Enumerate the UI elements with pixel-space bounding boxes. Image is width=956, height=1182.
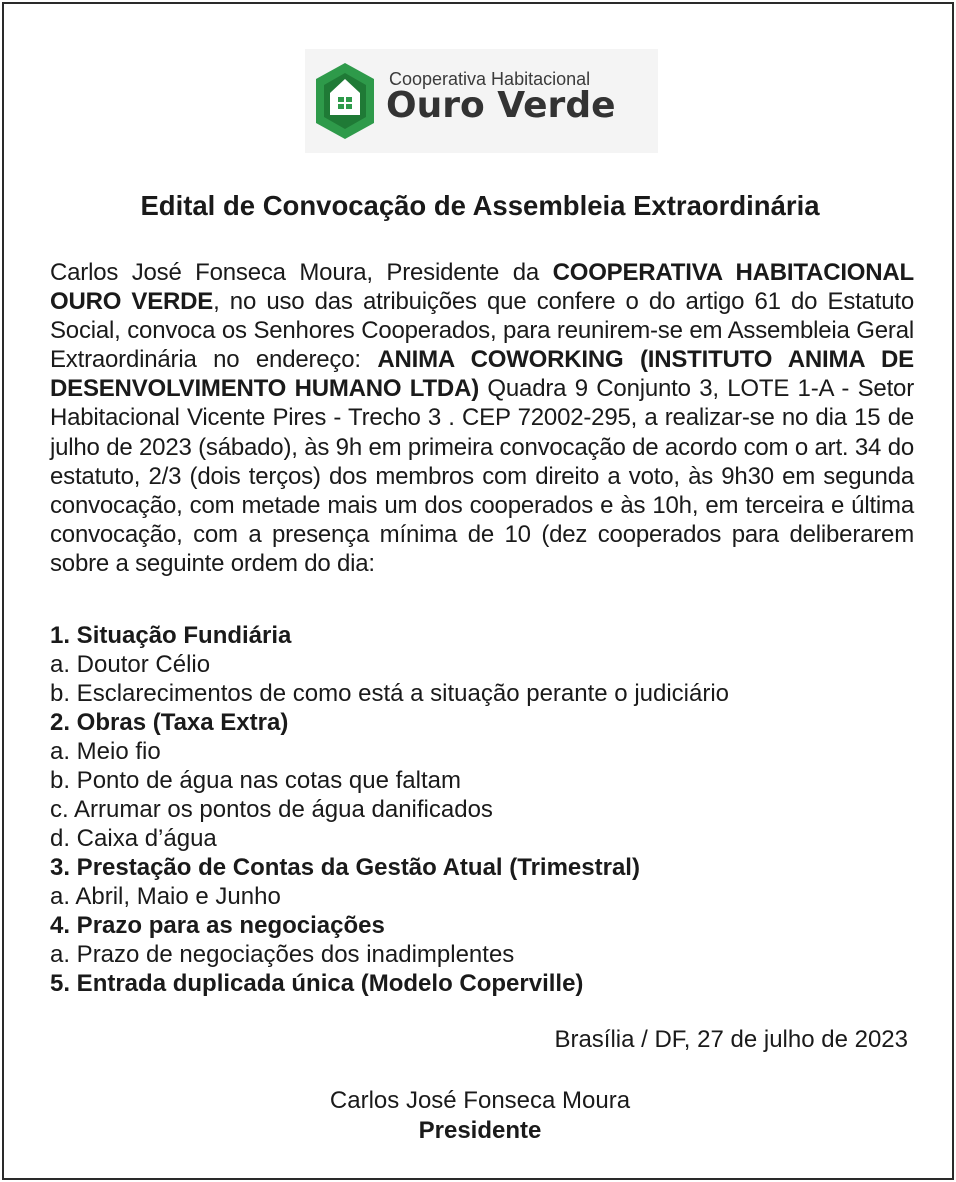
logo-subtitle: Cooperativa Habitacional — [389, 69, 591, 89]
agenda-item: a. Prazo de negociações dos inadimplentes — [50, 941, 515, 968]
agenda-heading: 5. Entrada duplicada única (Modelo Coperville) — [50, 970, 584, 997]
agenda-heading: 4. Prazo para as negociações — [50, 912, 385, 939]
house-gem-icon — [314, 61, 376, 141]
agenda-heading: 1. Situação Fundiária — [50, 622, 292, 649]
agenda-item: c. Arrumar os pontos de água danificados — [50, 796, 493, 823]
agenda-item: a. Doutor Célio — [50, 651, 211, 678]
agenda-item: a. Abril, Maio e Junho — [50, 883, 281, 910]
agenda-item: a. Meio fio — [50, 738, 161, 765]
agenda-item: d. Caixa d’água — [50, 825, 217, 852]
notice-body — [50, 258, 914, 578]
body-text-1: Carlos José Fonseca Moura, Presidente da — [50, 259, 553, 286]
agenda-item: b. Ponto de água nas cotas que faltam — [50, 767, 461, 794]
body-bold-2: ANIMA COWORKING (INSTITUTO ANIMA DE DESENVOLVIMENTO HUMANO LTDA) — [50, 346, 914, 403]
logo-title: Ouro Verde — [386, 85, 616, 126]
body-text-2: , no uso das atribuições que confere o do artigo 61 do Estatuto Social, convoca os Senhores Cooperados, para reunirem-se em Assembleia Geral Extraordinária no endereço: — [50, 288, 914, 374]
signer-role: Presidente — [418, 1117, 542, 1144]
signer-name: Carlos José Fonseca Moura — [329, 1087, 631, 1114]
place-date: Brasília / DF, 27 de julho de 2023 — [554, 1026, 908, 1053]
notice-frame — [2, 2, 954, 1180]
signature-block — [4, 1086, 956, 1146]
agenda-list — [50, 621, 914, 998]
body-text-3: Quadra 9 Conjunto 3, LOTE 1-A - Setor Habitacional Vicente Pires - Trecho 3 . CEP 72002-295, a realizar-se no dia 15 de julho de 2023 (sábado), às 9h em primeira convocação de acordo com o art. 34 do estatuto, 2/3 (dois terços) dos membros com direito a voto, às 9h30 em segunda convocação, com metade mais um dos cooperados e às 10h, em terceira e última convocação, com a presença mínima de 10 (dez cooperados para deliberarem sobre a seguinte ordem do dia: — [50, 375, 914, 577]
body-bold-1: COOPERATIVA HABITACIONAL OURO VERDE — [50, 259, 914, 316]
cooperative-logo — [305, 49, 658, 153]
agenda-heading: 2. Obras (Taxa Extra) — [50, 709, 289, 736]
agenda-heading: 3. Prestação de Contas da Gestão Atual (Trimestral) — [50, 854, 640, 881]
notice-title: Edital de Convocação de Assembleia Extraordinária — [140, 190, 820, 221]
agenda-item: b. Esclarecimentos de como está a situação perante o judiciário — [50, 680, 730, 707]
